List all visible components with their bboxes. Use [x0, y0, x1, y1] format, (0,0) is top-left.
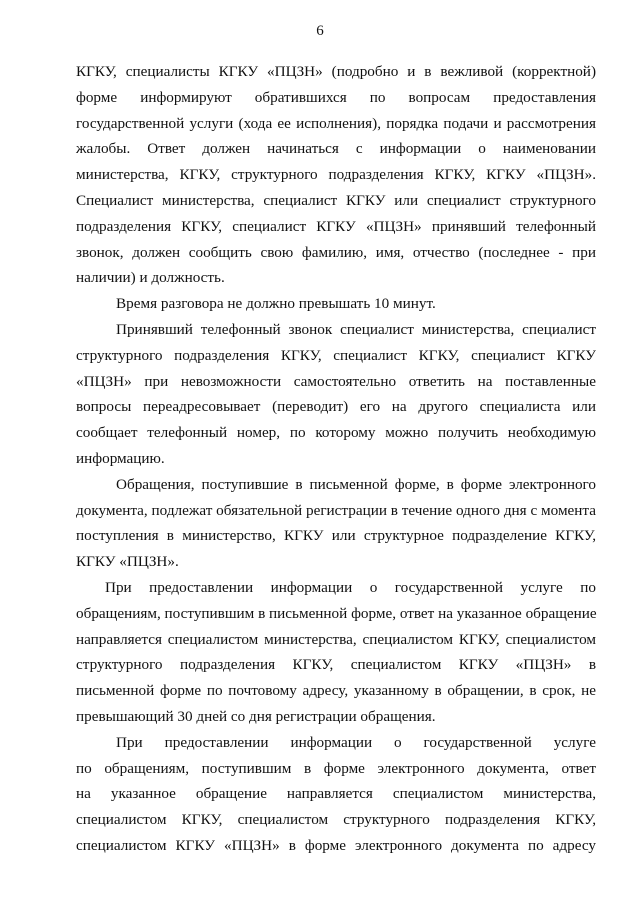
text-line: специалистом КГКУ, специалистом структурного подразделения КГКУ,	[76, 811, 596, 829]
paragraph-5	[76, 575, 596, 730]
text-line: подразделения КГКУ, специалист КГКУ «ПЦЗН» принявший телефонный	[76, 217, 596, 235]
text-line: Специалист министерства, специалист КГКУ или специалист структурного	[76, 191, 596, 209]
text-line: документа, подлежат обязательной регистрации в течение одного дня с момента	[76, 501, 596, 519]
body-text	[76, 59, 596, 859]
text-line: наличии) и должность.	[76, 269, 225, 287]
text-line: государственной услуги (хода ее исполнения), порядка подачи и рассмотрения	[76, 114, 596, 132]
text-line: на указанное обращение направляется специалистом министерства,	[76, 785, 596, 803]
text-line: Принявший телефонный звонок специалист министерства, специалист	[116, 320, 596, 338]
text-line: жалобы. Ответ должен начинаться с информации о наименовании	[76, 140, 596, 158]
text-line: письменной форме по почтовому адресу, указанному в обращении, в срок, не	[76, 682, 596, 700]
text-line: поступления в министерство, КГКУ или структурное подразделение КГКУ,	[76, 527, 596, 545]
text-line: звонок, должен сообщить свою фамилию, имя, отчество (последнее - при	[76, 243, 596, 261]
text-line: направляется специалистом министерства, специалистом КГКУ, специалистом	[76, 630, 596, 648]
text-line: Время разговора не должно превышать 10 минут.	[116, 295, 436, 313]
paragraph-3	[76, 317, 596, 472]
text-line: вопросы переадресовывает (переводит) его на другого специалиста или	[76, 398, 596, 416]
text-line: информацию.	[76, 449, 165, 467]
paragraph-1	[76, 59, 596, 291]
text-line: КГКУ «ПЦЗН».	[76, 553, 179, 571]
text-line: «ПЦЗН» при невозможности самостоятельно ответить на поставленные	[76, 372, 596, 390]
text-line: При предоставлении информации о государственной услуге по	[105, 578, 596, 596]
text-line: При предоставлении информации о государственной услуге	[116, 733, 596, 751]
text-line: структурного подразделения КГКУ, специалист КГКУ, специалист КГКУ	[76, 346, 596, 364]
text-line: министерства, КГКУ, структурного подразделения КГКУ, КГКУ «ПЦЗН».	[76, 166, 596, 184]
text-line: превышающий 30 дней со дня регистрации обращения.	[76, 707, 436, 725]
paragraph-2	[76, 291, 596, 317]
text-line: по обращениям, поступившим в форме электронного документа, ответ	[76, 759, 596, 777]
text-line: структурного подразделения КГКУ, специалистом КГКУ «ПЦЗН» в	[76, 656, 596, 674]
paragraph-4	[76, 472, 596, 575]
text-line: специалистом КГКУ «ПЦЗН» в форме электронного документа по адресу	[76, 836, 596, 854]
text-line: КГКУ, специалисты КГКУ «ПЦЗН» (подробно и в вежливой (корректной)	[76, 63, 596, 80]
text-line: Обращения, поступившие в письменной форме, в форме электронного	[116, 475, 596, 493]
text-line: форме информируют обратившихся по вопросам предоставления	[76, 88, 596, 106]
text-line: обращениям, поступившим в письменной форме, ответ на указанное обращение	[76, 604, 597, 622]
paragraph-6	[76, 730, 596, 859]
page-number: 6	[316, 23, 324, 39]
text-line: сообщает телефонный номер, по которому можно получить необходимую	[76, 424, 596, 442]
